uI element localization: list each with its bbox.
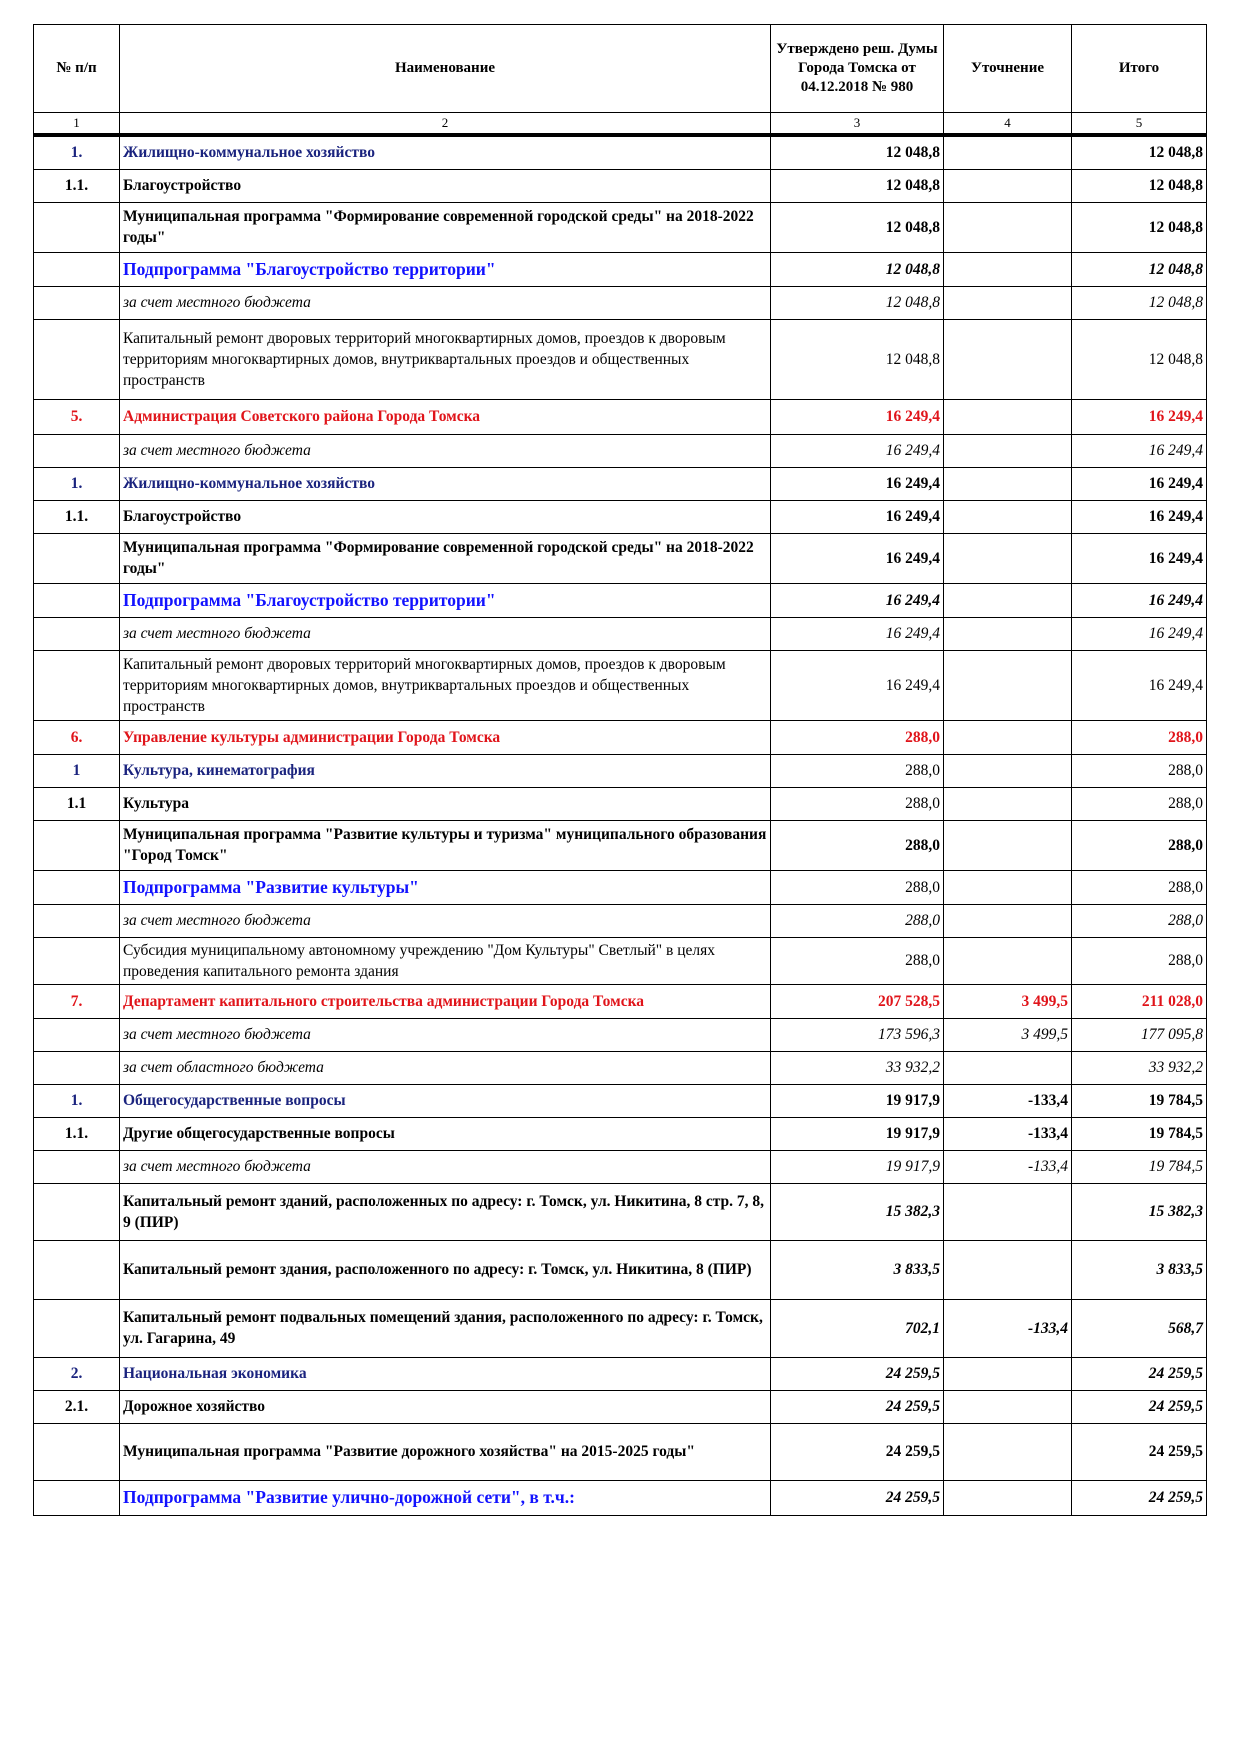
row-clarification-value xyxy=(944,1051,1072,1084)
row-name: за счет местного бюджета xyxy=(120,617,771,650)
row-number: 5. xyxy=(34,399,120,434)
row-clarification-value xyxy=(944,1480,1072,1515)
table-row xyxy=(34,1423,1207,1480)
row-name: Другие общегосударственные вопросы xyxy=(120,1117,771,1150)
row-clarification-value xyxy=(944,870,1072,904)
row-total-value: 288,0 xyxy=(1072,720,1207,754)
row-number: 1.1. xyxy=(34,1117,120,1150)
row-name: Управление культуры администрации Города Томска xyxy=(120,720,771,754)
header-approved: Утверждено реш. Думы Города Томска от 04.12.2018 № 980 xyxy=(771,25,944,113)
row-name: за счет местного бюджета xyxy=(120,904,771,937)
row-number xyxy=(34,286,120,319)
table-row xyxy=(34,787,1207,820)
row-clarification-value xyxy=(944,135,1072,169)
row-total-value: 288,0 xyxy=(1072,787,1207,820)
header-clarification: Уточнение xyxy=(944,25,1072,113)
row-approved-value: 16 249,4 xyxy=(771,617,944,650)
row-approved-value: 16 249,4 xyxy=(771,500,944,533)
row-total-value: 288,0 xyxy=(1072,904,1207,937)
table-row xyxy=(34,319,1207,399)
column-number-5: 5 xyxy=(1072,113,1207,136)
row-number xyxy=(34,1299,120,1357)
row-approved-value: 24 259,5 xyxy=(771,1423,944,1480)
row-approved-value: 288,0 xyxy=(771,787,944,820)
row-total-value: 19 784,5 xyxy=(1072,1117,1207,1150)
row-clarification-value: 3 499,5 xyxy=(944,1018,1072,1051)
row-number: 2. xyxy=(34,1357,120,1390)
row-number xyxy=(34,533,120,583)
row-total-value: 288,0 xyxy=(1072,937,1207,984)
table-row xyxy=(34,984,1207,1018)
row-total-value: 19 784,5 xyxy=(1072,1150,1207,1183)
row-number xyxy=(34,1051,120,1084)
table-row xyxy=(34,754,1207,787)
row-total-value: 3 833,5 xyxy=(1072,1240,1207,1299)
row-total-value: 12 048,8 xyxy=(1072,169,1207,202)
table-row xyxy=(34,1150,1207,1183)
row-clarification-value xyxy=(944,937,1072,984)
row-clarification-value xyxy=(944,820,1072,870)
row-name: Субсидия муниципальному автономному учреждению "Дом Культуры" Светлый" в целях проведения капитального ремонта здания xyxy=(120,937,771,984)
row-total-value: 24 259,5 xyxy=(1072,1357,1207,1390)
row-total-value: 12 048,8 xyxy=(1072,202,1207,252)
row-clarification-value: 3 499,5 xyxy=(944,984,1072,1018)
table-row xyxy=(34,1299,1207,1357)
row-name: Капитальный ремонт дворовых территорий многоквартирных домов, проездов к дворовым территориям многоквартирных домов, внутриквартальных проездов и общественных пространств xyxy=(120,319,771,399)
row-total-value: 33 932,2 xyxy=(1072,1051,1207,1084)
row-total-value: 16 249,4 xyxy=(1072,434,1207,467)
row-approved-value: 12 048,8 xyxy=(771,202,944,252)
table-row xyxy=(34,533,1207,583)
row-clarification-value xyxy=(944,787,1072,820)
row-approved-value: 19 917,9 xyxy=(771,1084,944,1117)
row-clarification-value: -133,4 xyxy=(944,1084,1072,1117)
row-approved-value: 288,0 xyxy=(771,820,944,870)
row-name: Капитальный ремонт дворовых территорий многоквартирных домов, проездов к дворовым территориям многоквартирных домов, внутриквартальных проездов и общественных пространств xyxy=(120,650,771,720)
row-name: Культура, кинематография xyxy=(120,754,771,787)
row-total-value: 12 048,8 xyxy=(1072,319,1207,399)
row-name: Муниципальная программа "Формирование современной городской среды" на 2018-2022 годы" xyxy=(120,202,771,252)
row-name: Капитальный ремонт здания, расположенного по адресу: г. Томск, ул. Никитина, 8 (ПИР) xyxy=(120,1240,771,1299)
row-number: 7. xyxy=(34,984,120,1018)
row-total-value: 24 259,5 xyxy=(1072,1480,1207,1515)
row-number xyxy=(34,870,120,904)
header-total: Итого xyxy=(1072,25,1207,113)
row-total-value: 15 382,3 xyxy=(1072,1183,1207,1240)
row-clarification-value xyxy=(944,500,1072,533)
row-clarification-value: -133,4 xyxy=(944,1299,1072,1357)
row-name: Благоустройство xyxy=(120,500,771,533)
row-name: Жилищно-коммунальное хозяйство xyxy=(120,135,771,169)
table-row xyxy=(34,617,1207,650)
table-row xyxy=(34,1240,1207,1299)
row-clarification-value xyxy=(944,252,1072,286)
row-approved-value: 24 259,5 xyxy=(771,1390,944,1423)
row-approved-value: 16 249,4 xyxy=(771,399,944,434)
row-total-value: 12 048,8 xyxy=(1072,286,1207,319)
row-clarification-value xyxy=(944,202,1072,252)
row-clarification-value xyxy=(944,319,1072,399)
table-row xyxy=(34,650,1207,720)
row-clarification-value xyxy=(944,720,1072,754)
table-row xyxy=(34,1183,1207,1240)
row-name: Муниципальная программа "Развитие культуры и туризма" муниципального образования "Город Томск" xyxy=(120,820,771,870)
row-number xyxy=(34,202,120,252)
row-clarification-value xyxy=(944,286,1072,319)
row-number: 1. xyxy=(34,135,120,169)
header-num: № п/п xyxy=(34,25,120,113)
row-number: 6. xyxy=(34,720,120,754)
header-name: Наименование xyxy=(120,25,771,113)
row-clarification-value xyxy=(944,754,1072,787)
row-total-value: 16 249,4 xyxy=(1072,399,1207,434)
row-clarification-value xyxy=(944,169,1072,202)
row-clarification-value xyxy=(944,399,1072,434)
row-total-value: 16 249,4 xyxy=(1072,533,1207,583)
row-clarification-value: -133,4 xyxy=(944,1150,1072,1183)
table-row xyxy=(34,1084,1207,1117)
table-row xyxy=(34,135,1207,169)
row-total-value: 211 028,0 xyxy=(1072,984,1207,1018)
row-name: Подпрограмма "Благоустройство территории" xyxy=(120,583,771,617)
row-name: Подпрограмма "Благоустройство территории" xyxy=(120,252,771,286)
row-number xyxy=(34,252,120,286)
table-row xyxy=(34,720,1207,754)
row-name: Капитальный ремонт зданий, расположенных по адресу: г. Томск, ул. Никитина, 8 стр. 7, 8, 9 (ПИР) xyxy=(120,1183,771,1240)
table-row xyxy=(34,870,1207,904)
row-number xyxy=(34,583,120,617)
row-approved-value: 288,0 xyxy=(771,870,944,904)
row-approved-value: 173 596,3 xyxy=(771,1018,944,1051)
row-name: Капитальный ремонт подвальных помещений здания, расположенного по адресу: г. Томск, ул. Гагарина, 49 xyxy=(120,1299,771,1357)
row-name: Муниципальная программа "Развитие дорожного хозяйства" на 2015-2025 годы" xyxy=(120,1423,771,1480)
row-approved-value: 33 932,2 xyxy=(771,1051,944,1084)
row-approved-value: 16 249,4 xyxy=(771,467,944,500)
row-clarification-value: -133,4 xyxy=(944,1117,1072,1150)
table-row xyxy=(34,252,1207,286)
row-number: 1.1 xyxy=(34,787,120,820)
row-approved-value: 15 382,3 xyxy=(771,1183,944,1240)
table-row xyxy=(34,1480,1207,1515)
row-approved-value: 288,0 xyxy=(771,720,944,754)
table-row xyxy=(34,583,1207,617)
column-number-2: 2 xyxy=(120,113,771,136)
row-number: 1. xyxy=(34,1084,120,1117)
row-name: Дорожное хозяйство xyxy=(120,1390,771,1423)
row-clarification-value xyxy=(944,583,1072,617)
row-number xyxy=(34,904,120,937)
row-name: Департамент капитального строительства администрации Города Томска xyxy=(120,984,771,1018)
row-clarification-value xyxy=(944,650,1072,720)
row-total-value: 288,0 xyxy=(1072,870,1207,904)
table-row xyxy=(34,1051,1207,1084)
row-name: Администрация Советского района Города Томска xyxy=(120,399,771,434)
row-number xyxy=(34,650,120,720)
row-approved-value: 288,0 xyxy=(771,937,944,984)
row-number: 1. xyxy=(34,467,120,500)
row-number xyxy=(34,617,120,650)
table-row xyxy=(34,937,1207,984)
row-approved-value: 16 249,4 xyxy=(771,434,944,467)
row-total-value: 16 249,4 xyxy=(1072,467,1207,500)
row-number xyxy=(34,319,120,399)
column-number-4: 4 xyxy=(944,113,1072,136)
row-name: за счет местного бюджета xyxy=(120,1150,771,1183)
row-approved-value: 12 048,8 xyxy=(771,252,944,286)
row-total-value: 19 784,5 xyxy=(1072,1084,1207,1117)
row-name: за счет местного бюджета xyxy=(120,434,771,467)
row-total-value: 568,7 xyxy=(1072,1299,1207,1357)
row-number xyxy=(34,1150,120,1183)
row-name: за счет местного бюджета xyxy=(120,1018,771,1051)
row-clarification-value xyxy=(944,1357,1072,1390)
row-total-value: 24 259,5 xyxy=(1072,1390,1207,1423)
row-total-value: 16 249,4 xyxy=(1072,650,1207,720)
row-clarification-value xyxy=(944,434,1072,467)
row-approved-value: 16 249,4 xyxy=(771,583,944,617)
row-number xyxy=(34,1183,120,1240)
table-row xyxy=(34,820,1207,870)
row-total-value: 16 249,4 xyxy=(1072,617,1207,650)
row-total-value: 12 048,8 xyxy=(1072,252,1207,286)
row-total-value: 16 249,4 xyxy=(1072,500,1207,533)
row-name: Жилищно-коммунальное хозяйство xyxy=(120,467,771,500)
row-name: Подпрограмма "Развитие культуры" xyxy=(120,870,771,904)
row-approved-value: 19 917,9 xyxy=(771,1150,944,1183)
row-approved-value: 207 528,5 xyxy=(771,984,944,1018)
row-approved-value: 12 048,8 xyxy=(771,169,944,202)
row-clarification-value xyxy=(944,1240,1072,1299)
row-clarification-value xyxy=(944,533,1072,583)
row-approved-value: 12 048,8 xyxy=(771,319,944,399)
row-clarification-value xyxy=(944,1390,1072,1423)
table-body xyxy=(34,135,1207,1515)
row-total-value: 288,0 xyxy=(1072,820,1207,870)
row-number xyxy=(34,1018,120,1051)
row-number: 1.1. xyxy=(34,169,120,202)
row-number xyxy=(34,1423,120,1480)
row-approved-value: 288,0 xyxy=(771,904,944,937)
row-name: за счет областного бюджета xyxy=(120,1051,771,1084)
row-name: Подпрограмма "Развитие улично-дорожной сети", в т.ч.: xyxy=(120,1480,771,1515)
row-name: за счет местного бюджета xyxy=(120,286,771,319)
row-name: Муниципальная программа "Формирование современной городской среды" на 2018-2022 годы" xyxy=(120,533,771,583)
row-clarification-value xyxy=(944,1183,1072,1240)
row-approved-value: 12 048,8 xyxy=(771,286,944,319)
column-number-1: 1 xyxy=(34,113,120,136)
row-number xyxy=(34,1240,120,1299)
row-approved-value: 12 048,8 xyxy=(771,135,944,169)
column-number-3: 3 xyxy=(771,113,944,136)
row-approved-value: 19 917,9 xyxy=(771,1117,944,1150)
row-number xyxy=(34,937,120,984)
row-total-value: 288,0 xyxy=(1072,754,1207,787)
row-total-value: 177 095,8 xyxy=(1072,1018,1207,1051)
row-clarification-value xyxy=(944,904,1072,937)
row-name: Общегосударственные вопросы xyxy=(120,1084,771,1117)
row-number: 1 xyxy=(34,754,120,787)
row-number xyxy=(34,1480,120,1515)
row-number: 1.1. xyxy=(34,500,120,533)
row-total-value: 24 259,5 xyxy=(1072,1423,1207,1480)
row-approved-value: 702,1 xyxy=(771,1299,944,1357)
table-row xyxy=(34,467,1207,500)
table-row xyxy=(34,286,1207,319)
row-approved-value: 3 833,5 xyxy=(771,1240,944,1299)
row-approved-value: 16 249,4 xyxy=(771,533,944,583)
budget-table xyxy=(33,24,1207,1516)
row-approved-value: 24 259,5 xyxy=(771,1480,944,1515)
table-row xyxy=(34,1018,1207,1051)
table-row xyxy=(34,169,1207,202)
row-approved-value: 24 259,5 xyxy=(771,1357,944,1390)
row-number: 2.1. xyxy=(34,1390,120,1423)
table-row xyxy=(34,904,1207,937)
row-name: Культура xyxy=(120,787,771,820)
row-clarification-value xyxy=(944,1423,1072,1480)
row-clarification-value xyxy=(944,617,1072,650)
row-total-value: 16 249,4 xyxy=(1072,583,1207,617)
table-row xyxy=(34,202,1207,252)
row-number xyxy=(34,820,120,870)
row-name: Благоустройство xyxy=(120,169,771,202)
row-name: Национальная экономика xyxy=(120,1357,771,1390)
table-row xyxy=(34,1117,1207,1150)
table-row xyxy=(34,1357,1207,1390)
table-row xyxy=(34,1390,1207,1423)
table-row xyxy=(34,434,1207,467)
row-clarification-value xyxy=(944,467,1072,500)
row-approved-value: 288,0 xyxy=(771,754,944,787)
table-row xyxy=(34,399,1207,434)
row-number xyxy=(34,434,120,467)
row-approved-value: 16 249,4 xyxy=(771,650,944,720)
table-row xyxy=(34,500,1207,533)
row-total-value: 12 048,8 xyxy=(1072,135,1207,169)
